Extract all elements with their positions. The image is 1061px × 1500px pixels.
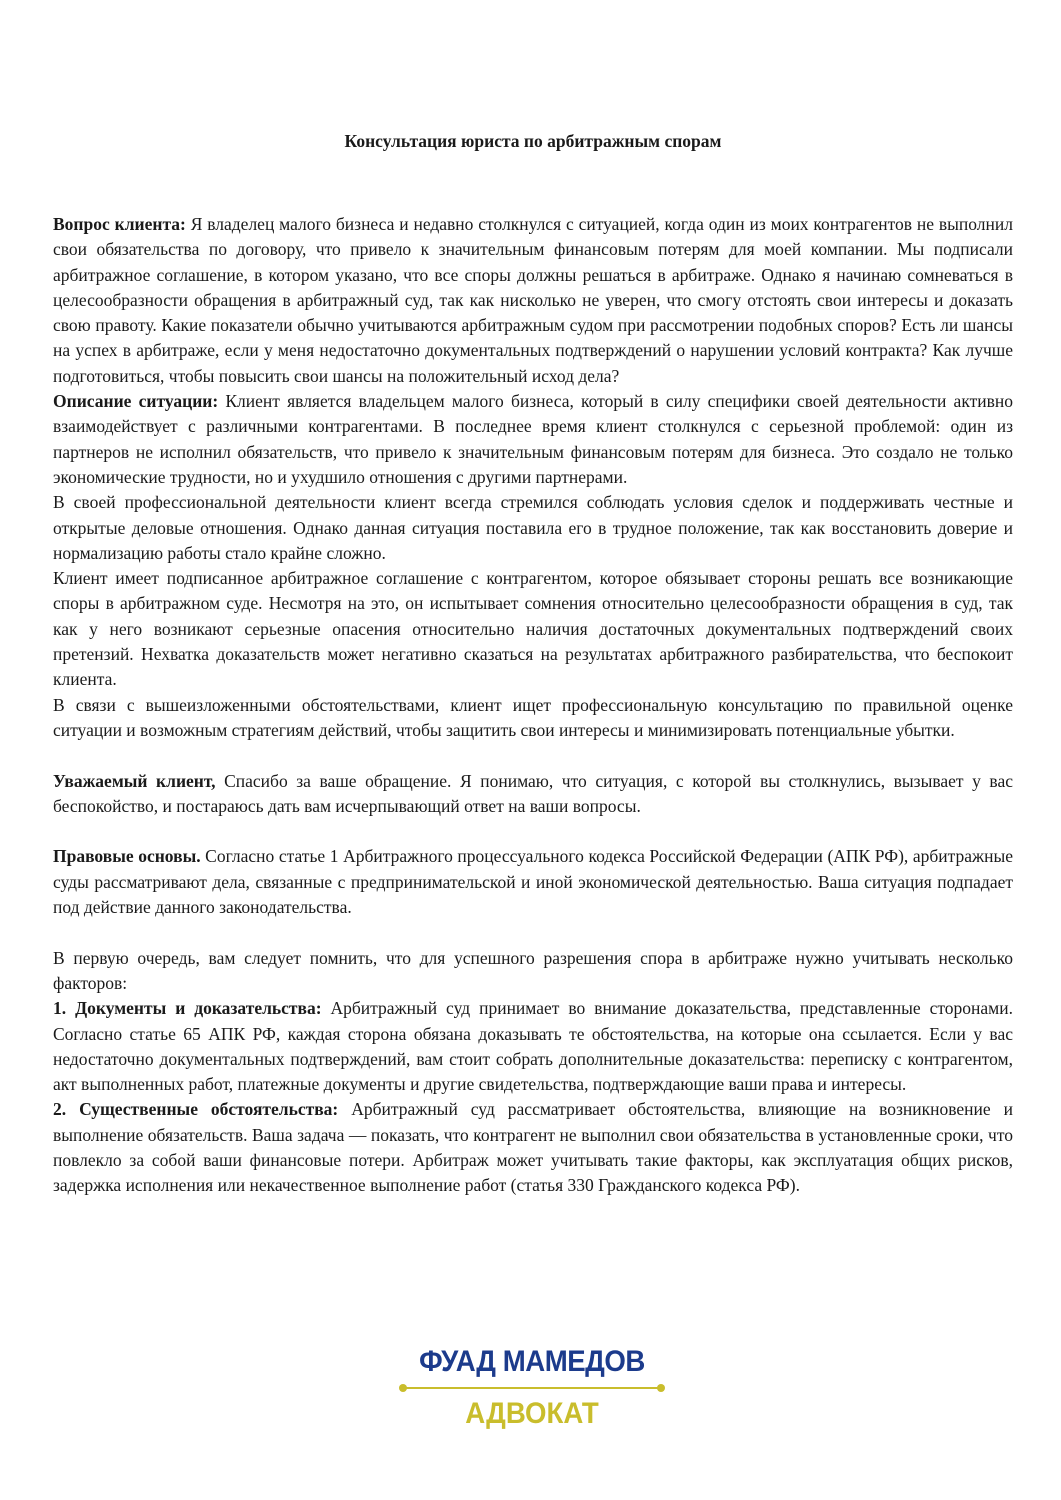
- greeting-paragraph: [53, 769, 1013, 820]
- spacer: [53, 920, 1013, 945]
- factor-item: [53, 1097, 1013, 1198]
- greeting-text: Спасибо за ваше обращение. Я понимаю, что ситуация, с которой вы столкнулись, вызывает у вас беспокойство, и постараюсь дать вам исчерпывающий ответ на ваши вопросы.: [53, 770, 1013, 816]
- factor-text: Арбитражный суд рассматривает обстоятельства, влияющие на возникновение и выполнение обязательств. Ваша задача — показать, что контрагент не выполнил свои обязательства в установленные сроки, что повлекло за собой ваши финансовые потери. Арбитраж может учитывать такие факторы, как эксплуатация общих рисков, задержка исполнения или некачественное выполнение работ (статья 330 Гражданского кодекса РФ).: [53, 1099, 1013, 1196]
- document-title: Консультация юриста по арбитражным спорам: [344, 131, 722, 151]
- legal-basis-label: Правовые основы.: [53, 846, 201, 867]
- spacer: [53, 743, 1013, 768]
- lawyer-logo: [397, 1345, 667, 1435]
- factor-text: Арбитражный суд принимает во внимание доказательства, представленные сторонами. Согласно статье 65 АПК РФ, каждая сторона обязана доказывать те обстоятельства, на которые она ссылается. Если у вас недостаточно документальных подтверждений, вам стоит собрать дополнительные доказательства: переписку с контрагентом, акт выполненных работ, платежные документы и другие свидетельства, подтверждающие ваши права и интересы.: [53, 998, 1013, 1095]
- situation-description: [53, 389, 1013, 490]
- factor-item: [53, 996, 1013, 1097]
- situation-paragraph: В связи с вышеизложенными обстоятельствами, клиент ищет профессиональную консультацию по правильной оценке ситуации и возможным стратегиям действий, чтобы защитить свои интересы и минимизировать потенциальные убытки.: [53, 694, 1013, 740]
- client-question-text: Я владелец малого бизнеса и недавно столкнулся с ситуацией, когда один из моих контрагентов не выполнил свои обязательства по договору, что привело к значительным финансовым потерям для моей компании. Мы подписали арбитражное соглашение, в котором указано, что все споры должны решаться в арбитраже. Однако я начинаю сомневаться в целесообразности обращения в арбитражный суд, так как нисколько не уверен, что смогу отстоять свои интересы и доказать свою правоту. Какие показатели обычно учитываются арбитражным судом при рассмотрении подобных споров? Есть ли шансы на успех в арбитраже, если у меня недостаточно документальных подтверждений о нарушении условий контракта? Как лучше подготовиться, чтобы повысить свои шансы на положительный исход дела?: [53, 214, 1013, 386]
- logo-subtitle: АДВОКАТ: [465, 1397, 599, 1430]
- greeting-label: Уважаемый клиент,: [53, 770, 216, 791]
- logo-name: ФУАД МАМЕДОВ: [419, 1345, 645, 1378]
- factors-intro: В первую очередь, вам следует помнить, что для успешного разрешения спора в арбитраже нужно учитывать несколько факторов:: [53, 947, 1013, 993]
- legal-basis-paragraph: [53, 844, 1013, 920]
- spacer: [53, 819, 1013, 844]
- situation-paragraph: В своей профессиональной деятельности клиент всегда стремился соблюдать условия сделок и поддерживать честные и открытые деловые отношения. Однако данная ситуация поставила его в трудное положение, так как восстановить доверие и нормализацию работы стало крайне сложно.: [53, 492, 1013, 563]
- legal-basis-text: Согласно статье 1 Арбитражного процессуального кодекса Российской Федерации (АПК РФ), арбитражные суды рассматривают дела, связанные с предпринимательской и иной экономической деятельностью. Ваша ситуация подпадает под действие данного законодательства.: [53, 846, 1013, 918]
- situation-paragraph: Клиент имеет подписанное арбитражное соглашение с контрагентом, которое обязывает стороны решать все возникающие споры в арбитражном суде. Несмотря на это, он испытывает сомнения относительно целесообразности обращения в суд, так как у него возникают серьезные опасения относительно наличия достаточных документальных подтверждений своих претензий. Нехватка доказательств может негативно сказаться на результатах арбитражного разбирательства, что беспокоит клиента.: [53, 568, 1013, 690]
- situation-label: Описание ситуации:: [53, 391, 219, 412]
- divider-dot-icon: [657, 1384, 665, 1392]
- client-question: [53, 212, 1013, 389]
- situation-text: Клиент является владельцем малого бизнеса, который в силу специфики своей деятельности активно взаимодействует с различными контрагентами. В последнее время клиент столкнулся с серьезной проблемой: один из партнеров не исполнил обязательств, что привело к значительным финансовым потерям для бизнеса. Это создало не только экономические трудности, но и ухудшило отношения с другими партнерами.: [53, 391, 1013, 487]
- factor-label: 1. Документы и доказательства:: [53, 998, 322, 1019]
- client-question-label: Вопрос клиента:: [53, 214, 186, 234]
- logo-divider: [397, 1381, 667, 1395]
- divider-line: [403, 1387, 661, 1389]
- document-body: [53, 212, 1013, 1199]
- factor-label: 2. Существенные обстоятельства:: [53, 1099, 339, 1120]
